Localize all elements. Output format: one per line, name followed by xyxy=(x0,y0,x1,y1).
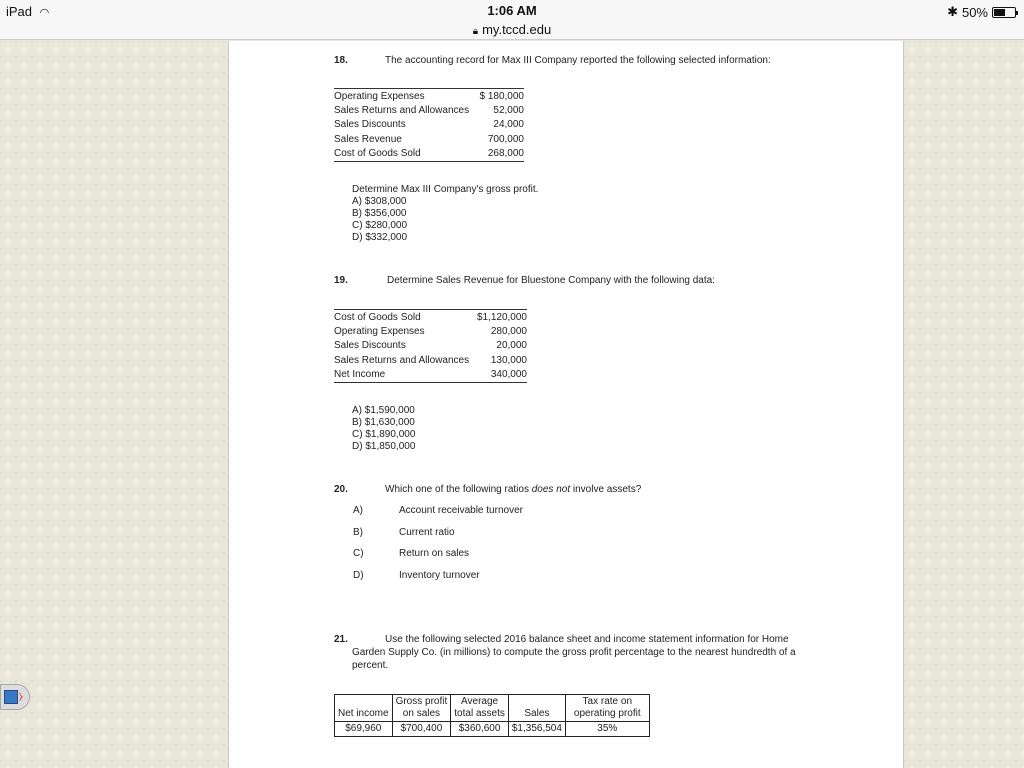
row-value: 268,000 xyxy=(487,148,524,159)
row-label: Operating Expenses xyxy=(334,90,425,102)
table-cell: $360,600 xyxy=(451,722,509,737)
choice-item[interactable]: D) $332,000 xyxy=(352,232,408,243)
header-cell xyxy=(508,695,565,722)
table-cell: $69,960 xyxy=(335,722,393,737)
q20-prompt-start: Which one of the following ratios xyxy=(385,484,532,495)
table-row xyxy=(334,103,524,118)
q20-prompt xyxy=(385,484,641,495)
choice-text: Current ratio xyxy=(399,527,455,538)
table-row xyxy=(334,132,524,147)
row-value: 52,000 xyxy=(493,104,524,116)
q20-choice-b[interactable] xyxy=(353,527,455,538)
bluetooth-icon: ✱ xyxy=(947,4,958,19)
row-label: Net Income xyxy=(334,369,386,380)
row-label: Sales Revenue xyxy=(334,133,402,145)
header-cell xyxy=(451,695,509,722)
url-text: my.tccd.edu xyxy=(482,22,552,37)
header-line1: Average xyxy=(461,696,499,707)
row-value: $1,120,000 xyxy=(476,311,527,323)
header-line1: Gross profit xyxy=(395,696,448,707)
q18-prompt: The accounting record for Max III Company reported the following selected information: xyxy=(385,55,771,66)
header-line2: on sales xyxy=(402,708,441,719)
row-value: 700,000 xyxy=(487,133,524,145)
table-cell: $1,356,504 xyxy=(508,722,565,737)
table-header-row xyxy=(335,695,650,722)
choice-item[interactable]: A) $1,590,000 xyxy=(352,405,415,416)
clock: 1:06 AM xyxy=(487,3,537,18)
choice-item[interactable]: C) $280,000 xyxy=(352,220,408,231)
choice-item[interactable]: C) $1,890,000 xyxy=(352,429,416,440)
q21-number: 21. xyxy=(334,634,348,645)
header-line2: Net income xyxy=(338,708,389,719)
header-cell xyxy=(565,695,649,722)
choice-text: Inventory turnover xyxy=(399,570,480,581)
lock-icon: 🔒︎ xyxy=(472,26,479,37)
document-page xyxy=(228,41,904,768)
q21-prompt-line1: Use the following selected 2016 balance sheet and income statement information for Home xyxy=(385,634,789,645)
status-right xyxy=(947,4,1016,20)
row-value: 130,000 xyxy=(490,354,527,366)
table-row xyxy=(335,722,650,737)
table-cell: $700,400 xyxy=(392,722,451,737)
choice-item[interactable]: A) $308,000 xyxy=(352,196,407,207)
q21-prompt-line3: percent. xyxy=(352,660,389,671)
speaker-widget[interactable] xyxy=(0,684,30,710)
header-cell xyxy=(392,695,451,722)
q18-number: 18. xyxy=(334,55,348,66)
row-label: Sales Discounts xyxy=(334,340,406,352)
table-cell: 35% xyxy=(565,722,649,737)
row-value: 20,000 xyxy=(496,340,527,352)
q19-prompt: Determine Sales Revenue for Bluestone Company with the following data: xyxy=(387,275,715,286)
q20-choice-a[interactable] xyxy=(353,505,523,516)
row-label: Sales Returns and Allowances xyxy=(334,354,470,366)
header-cell xyxy=(335,695,393,722)
q20-prompt-emphasis: does not xyxy=(531,484,571,495)
q21-data-table xyxy=(334,694,650,737)
q18-question: Determine Max III Company's gross profit. xyxy=(352,184,539,195)
q20-choice-c[interactable] xyxy=(353,548,470,559)
q18-choices xyxy=(352,196,407,244)
battery-percent: 50% xyxy=(961,4,988,20)
q18-table xyxy=(334,88,524,162)
page-background-left xyxy=(0,41,228,768)
choice-letter: A) xyxy=(353,505,363,516)
row-label: Cost of Goods Sold xyxy=(334,311,421,323)
choice-item[interactable]: B) $1,630,000 xyxy=(352,417,415,428)
row-value: 24,000 xyxy=(493,119,524,131)
row-label: Sales Discounts xyxy=(334,119,406,131)
status-bar xyxy=(0,0,1024,40)
choice-text: Return on sales xyxy=(399,548,470,559)
q19-number: 19. xyxy=(334,275,348,286)
table-row xyxy=(334,89,524,104)
q20-prompt-end: involve assets? xyxy=(570,484,642,495)
q19-table xyxy=(334,309,527,383)
choice-item[interactable]: D) $1,850,000 xyxy=(352,441,416,452)
choice-letter: D) xyxy=(353,570,364,581)
header-line1: Tax rate on xyxy=(582,696,633,707)
q20-choice-d[interactable] xyxy=(353,570,480,581)
row-label: Operating Expenses xyxy=(334,325,425,337)
header-line2: total assets xyxy=(454,708,505,719)
wifi-icon: ◠ xyxy=(39,7,50,19)
table-row xyxy=(334,368,527,383)
row-label: Cost of Goods Sold xyxy=(334,148,421,159)
table-row xyxy=(334,118,524,133)
row-value: 280,000 xyxy=(490,325,527,337)
header-line2: Sales xyxy=(524,708,550,719)
address-bar[interactable] xyxy=(0,22,1024,37)
choice-text: Account receivable turnover xyxy=(399,505,523,516)
q19-choices xyxy=(352,405,415,453)
row-value: 340,000 xyxy=(490,369,527,380)
header-line2: operating profit xyxy=(573,708,641,719)
row-value: $ 180,000 xyxy=(479,90,524,102)
table-row xyxy=(334,353,527,368)
q20-number: 20. xyxy=(334,484,348,495)
choice-letter: B) xyxy=(353,527,363,538)
table-row xyxy=(334,310,527,325)
sound-wave-icon: ⧽ xyxy=(19,689,24,703)
choice-item[interactable]: B) $356,000 xyxy=(352,208,407,219)
table-row xyxy=(334,339,527,354)
table-row xyxy=(334,324,527,339)
page-background-right xyxy=(904,41,1024,768)
device-label: iPad xyxy=(6,4,33,19)
choice-letter: C) xyxy=(353,548,364,559)
table-row xyxy=(334,147,524,162)
q21-prompt-line2: Garden Supply Co. (in millions) to compute the gross profit percentage to the nearest hundredth of a xyxy=(352,647,796,658)
battery-icon xyxy=(992,7,1016,18)
speaker-icon xyxy=(4,690,18,704)
row-label: Sales Returns and Allowances xyxy=(334,104,470,116)
